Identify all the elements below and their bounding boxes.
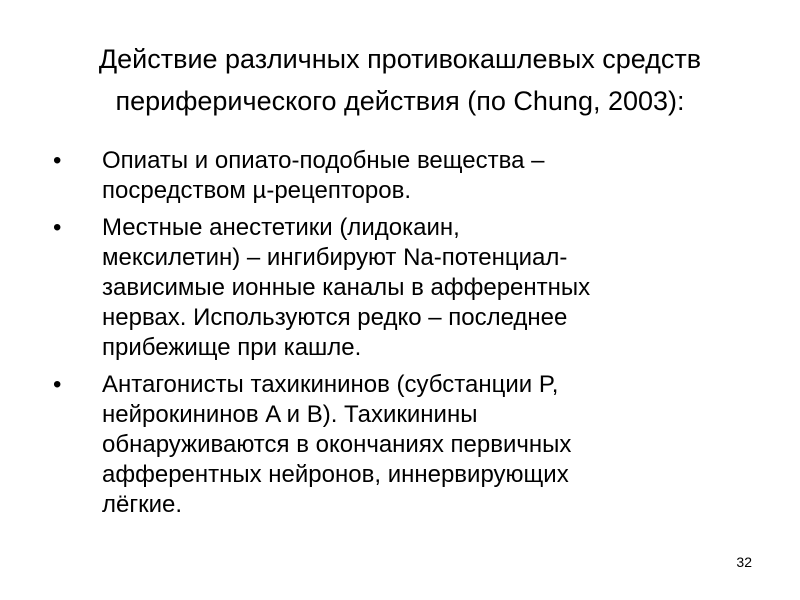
bullet-line: Антагонисты тахикининов (субстанции P, <box>102 371 559 398</box>
bullet-icon: • <box>53 214 62 241</box>
bullet-line: посредством µ-рецепторов. <box>102 177 412 204</box>
bullet-icon: • <box>53 147 62 174</box>
slide-title <box>40 38 760 122</box>
bullet-item-opiates <box>0 146 800 206</box>
bullet-line: лёгкие. <box>102 491 183 518</box>
slide-title-line-2: периферического действия (по Chung, 2003): <box>115 86 685 116</box>
bullet-line: Местные анестетики (лидокаин, <box>102 214 460 241</box>
bullet-line: Опиаты и опиато-подобные вещества – <box>102 147 545 174</box>
bullet-list <box>0 146 800 527</box>
bullet-item-local-anesthetics <box>0 213 800 363</box>
bullet-line: зависимые ионные каналы в афферентных <box>102 274 591 301</box>
bullet-line: нервах. Используются редко – последнее <box>102 304 568 331</box>
bullet-text <box>102 370 750 520</box>
slide-title-line-1: Действие различных противокашлевых средств <box>98 44 702 74</box>
bullet-icon: • <box>53 371 62 398</box>
bullet-text <box>102 213 750 363</box>
bullet-text <box>102 146 750 206</box>
bullet-line: афферентных нейронов, иннервирующих <box>102 461 569 488</box>
bullet-line: прибежище при кашле. <box>102 334 362 361</box>
page-number: 32 <box>736 554 752 570</box>
bullet-line: нейрокининов A и B). Тахикинины <box>102 401 478 428</box>
bullet-line: мексилетин) – ингибируют Na-потенциал- <box>102 244 568 271</box>
bullet-line: обнаруживаются в окончаниях первичных <box>102 431 572 458</box>
bullet-item-tachykinin-antagonists <box>0 370 800 520</box>
